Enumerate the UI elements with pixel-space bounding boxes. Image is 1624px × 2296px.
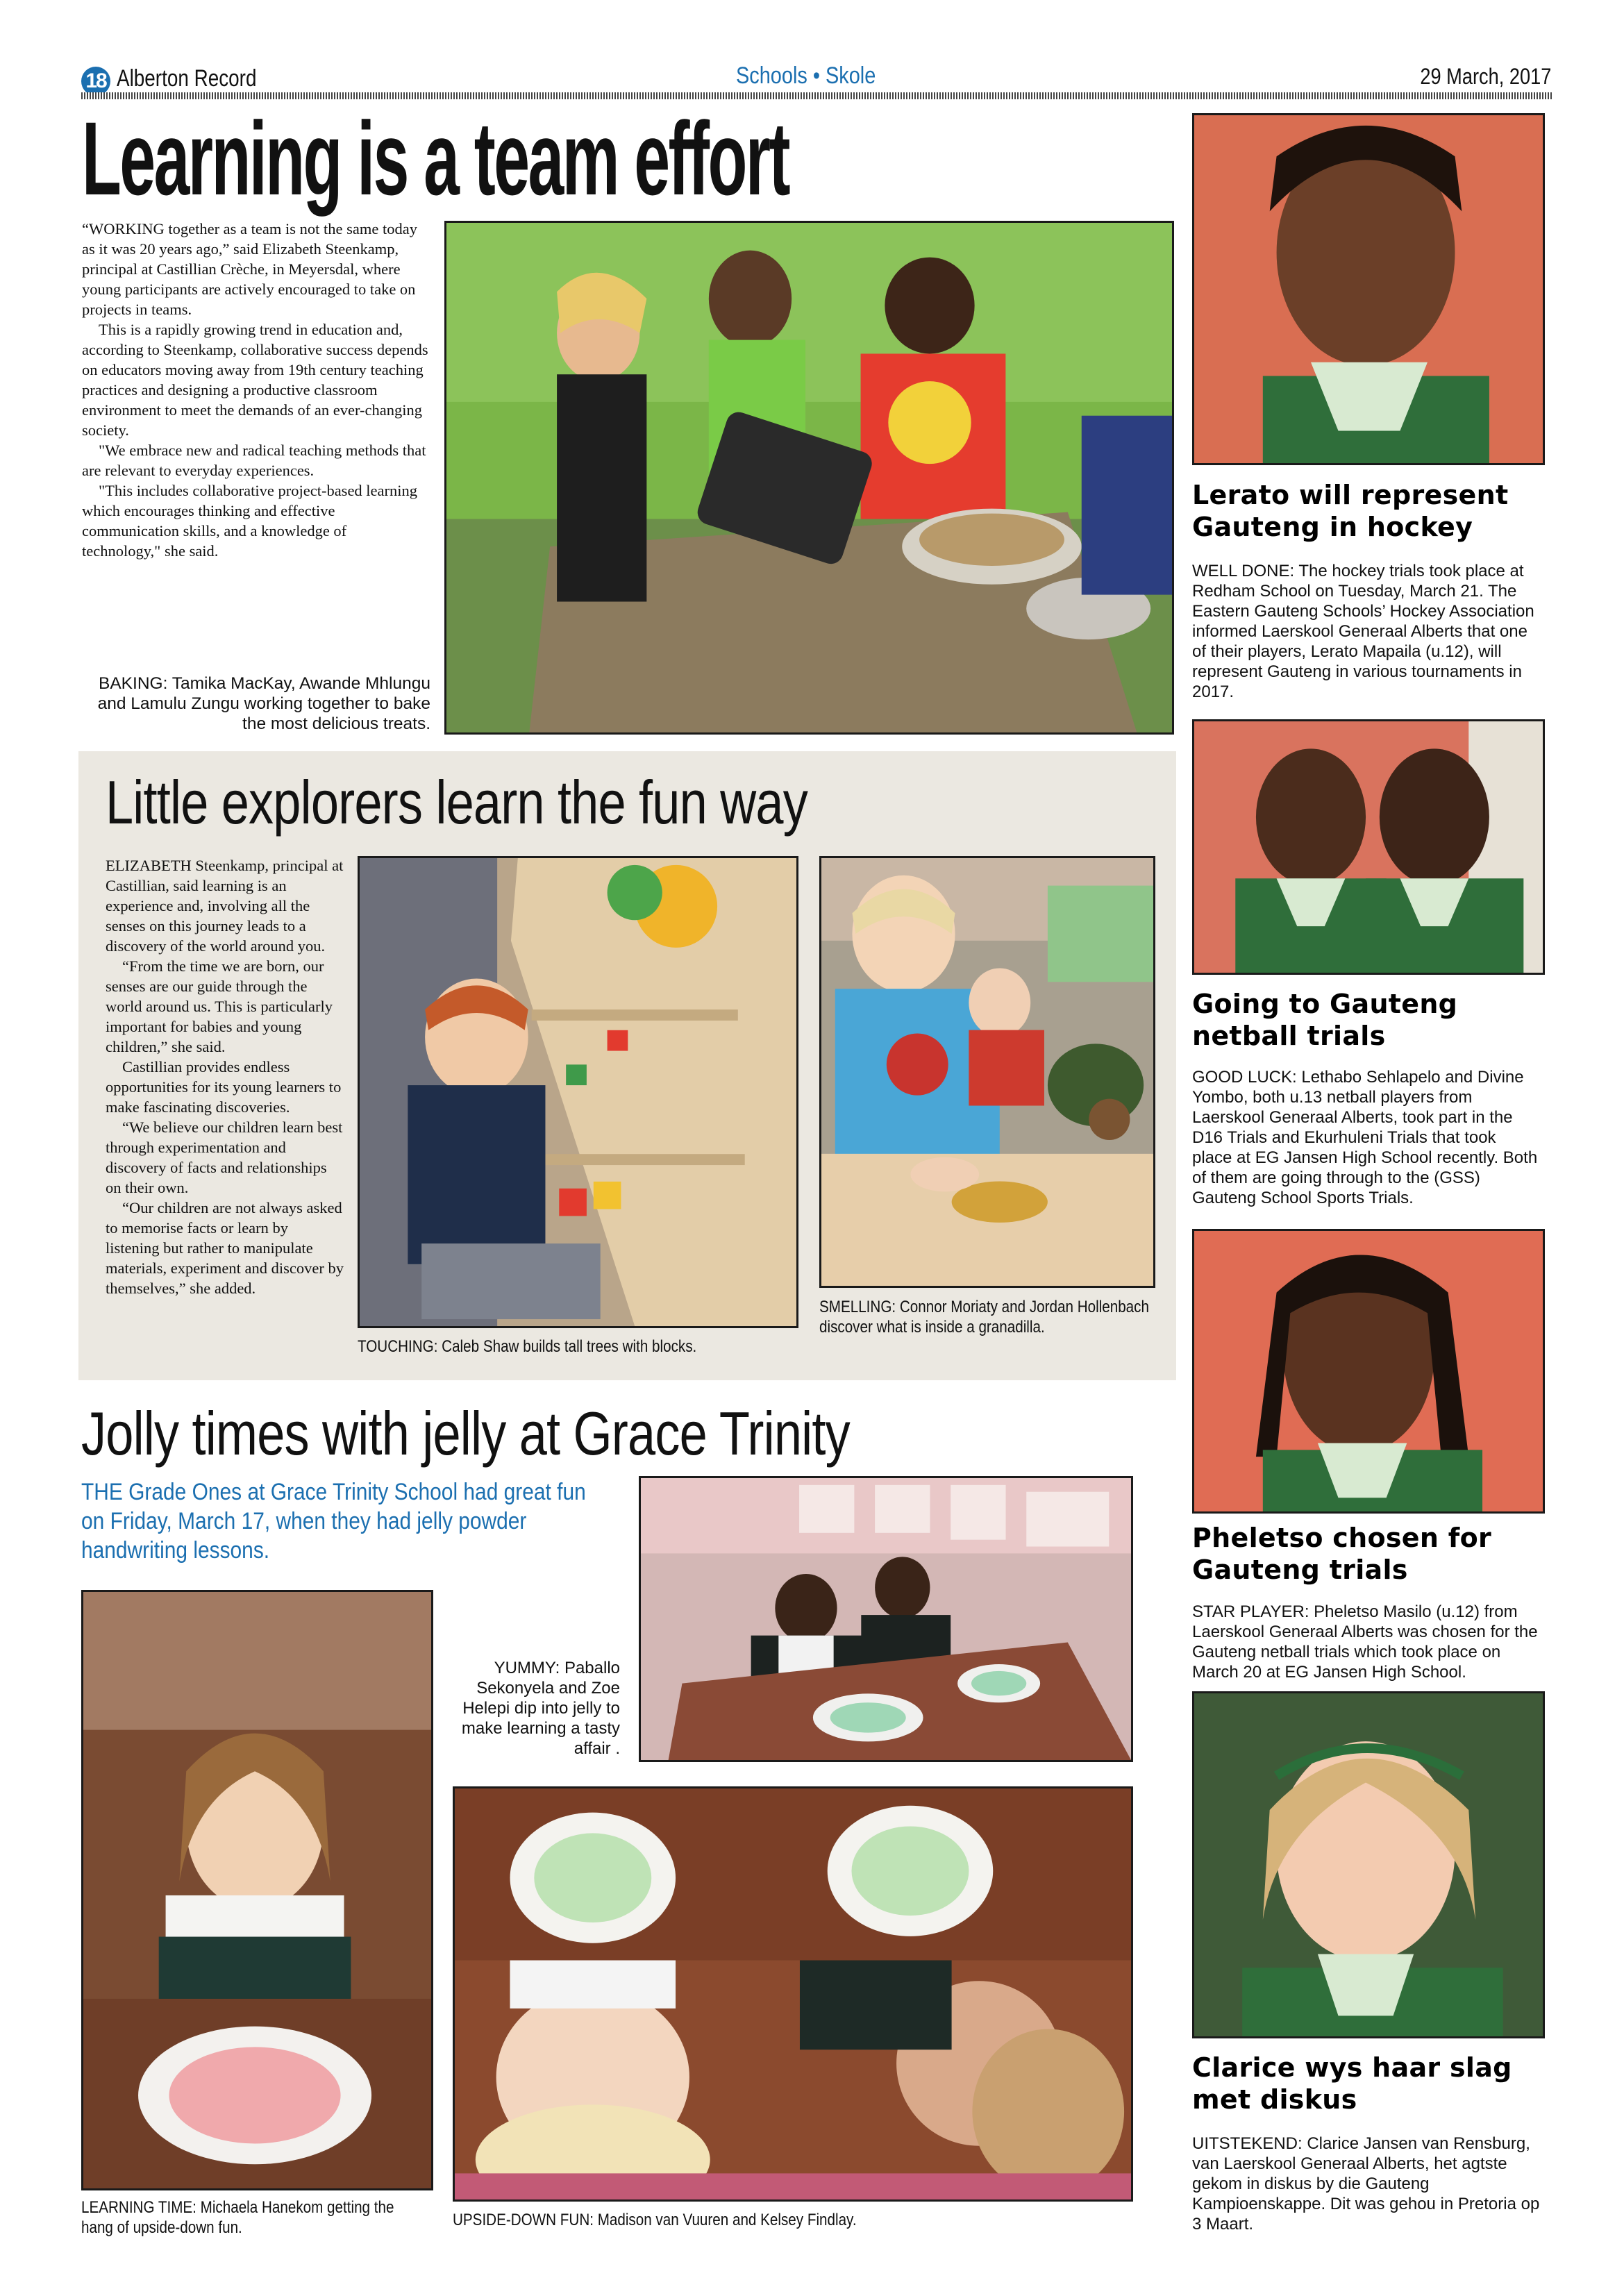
smelling-photo-illustration <box>821 858 1153 1286</box>
photo-caption-yummy: YUMMY: Paballo Sekonyela and Zoe Helepi dip into jelly to make learning a tasty affair . <box>461 1659 620 1758</box>
sidebar-body-pheletso: STAR PLAYER: Pheletso Masilo (u.12) from Laerskool Generaal Alberts was chosen for the Gauteng netball trials which took place on March 20 at EG Jansen High School. <box>1192 1602 1538 1682</box>
paragraph: Castillian provides endless opportunities for its young learners to make fascinating discoveries. <box>106 1058 342 1116</box>
page-number-badge: 18 <box>81 67 110 96</box>
photo-smelling <box>819 856 1155 1288</box>
photo-pheletso <box>1192 1229 1545 1514</box>
issue-date: 29 March, 2017 <box>1419 64 1551 89</box>
paragraph: “From the time we are born, our senses are our guide through the world around us. This is particularly important for babies and young children,” she said. <box>106 957 333 1055</box>
article-lead-jelly: THE Grade Ones at Grace Trinity School had great fun on Friday, March 17, when they had jelly powder handwriting lessons. <box>81 1479 586 1564</box>
section-name: Schools • Skole <box>736 62 876 89</box>
photo-learning-time <box>81 1590 433 2190</box>
sidebar-body-lerato: WELL DONE: The hockey trials took place at Redham School on Tuesday, March 21. The Eastern Gauteng Schools’ Hockey Association informed Laerskool Generaal Alberts that one of their players, Lerato Mapaila (u.12), will represent Gauteng in various tournaments in 2017. <box>1192 562 1534 701</box>
photo-clarice <box>1192 1691 1545 2038</box>
photo-caption-touching: TOUCHING: Caleb Shaw builds tall trees with blocks. <box>358 1337 697 1356</box>
paragraph: “We believe our children learn best through experimentation and discovery of facts and relationships on their own. <box>106 1118 343 1196</box>
paragraph: “Our children are not always asked to memorise facts or learn by listening but rather to manipulate materials, experiment and discover by themselves,” she added. <box>106 1199 344 1297</box>
clarice-portrait-illustration <box>1194 1693 1543 2036</box>
photo-caption-learning-time: LEARNING TIME: Michaela Hanekom getting the hang of upside-down fun. <box>81 2198 394 2237</box>
headline-little-explorers: Little explorers learn the fun way <box>106 768 807 837</box>
headline-team-effort: Learning is a team effort <box>82 100 789 217</box>
article-body-explorers <box>106 855 345 1298</box>
sidebar-headline-netball: Going to Gauteng netball trials <box>1192 989 1458 1051</box>
header-divider <box>81 92 1552 99</box>
paragraph: ELIZABETH Steenkamp, principal at Castillian, said learning is an experience and, involving all the senses on this journey leads to a discovery of the world around you. <box>106 857 344 955</box>
article-body-team <box>82 219 429 561</box>
paragraph: "This includes collaborative project-based learning which encourages thinking and effective communication skills, and a knowledge of technology," she said. <box>82 482 418 560</box>
photo-lerato <box>1192 113 1545 465</box>
learning-time-photo-illustration <box>83 1592 431 2188</box>
photo-caption-smelling: SMELLING: Connor Moriaty and Jordan Hollenbach discover what is inside a granadilla. <box>819 1298 1149 1336</box>
photo-upside-down <box>453 1786 1133 2202</box>
yummy-photo-illustration <box>641 1478 1131 1760</box>
paragraph: "We embrace new and radical teaching methods that are relevant to everyday experiences. <box>82 442 426 479</box>
sidebar-headline-clarice: Clarice wys haar slag met diskus <box>1192 2052 1512 2115</box>
sidebar-headline-lerato: Lerato will represent Gauteng in hockey <box>1192 480 1509 542</box>
photo-yummy <box>639 1476 1133 1762</box>
pheletso-portrait-illustration <box>1194 1231 1543 1511</box>
sidebar-body-netball: GOOD LUCK: Lethabo Sehlapelo and Divine Yombo, both u.13 netball players from Laerskool Generaal Alberts, took part in the D16 Trials and Ekurhuleni Trials that took place at EG Jansen High School recently. Both of them are going through to the (GSS) Gauteng School Sports Trials. <box>1192 1068 1538 1207</box>
photo-baking <box>444 221 1174 735</box>
photo-caption-upside-down: UPSIDE-DOWN FUN: Madison van Vuuren and Kelsey Findlay. <box>453 2211 857 2229</box>
headline-jolly-times: Jolly times with jelly at Grace Trinity <box>81 1399 850 1468</box>
sidebar-headline-pheletso: Pheletso chosen for Gauteng trials <box>1192 1523 1492 1585</box>
publication-name: Alberton Record <box>117 65 257 92</box>
paragraph: “WORKING together as a team is not the same today as it was 20 years ago,” said Elizabeth Steenkamp, principal at Castillian Crèche, in Meyersdal, where young participants are actively encouraged to take on projects in teams. <box>82 220 417 318</box>
netball-pair-illustration <box>1194 721 1543 973</box>
photo-caption-baking: BAKING: Tamika MacKay, Awande Mhlungu and Lamulu Zungu working together to bake the most delicious treats. <box>97 674 430 733</box>
upside-down-photo-illustration <box>455 1788 1131 2199</box>
touching-photo-illustration <box>360 858 796 1326</box>
paragraph: This is a rapidly growing trend in education and, according to Steenkamp, collaborative success depends on educators moving away from 19th century teaching practices and designing a productive classroom environment to meet the demands of an ever-changing society. <box>82 321 428 439</box>
lerato-portrait-illustration <box>1194 115 1543 463</box>
photo-netball-pair <box>1192 719 1545 975</box>
baking-photo-illustration <box>446 223 1172 732</box>
photo-touching <box>358 856 798 1328</box>
sidebar-body-clarice: UITSTEKEND: Clarice Jansen van Rensburg, van Laerskool Generaal Alberts, het agtste gekom in diskus by die Gauteng Kampioenskappe. Dit was gehou in Pretoria op 3 Maart. <box>1192 2134 1540 2234</box>
